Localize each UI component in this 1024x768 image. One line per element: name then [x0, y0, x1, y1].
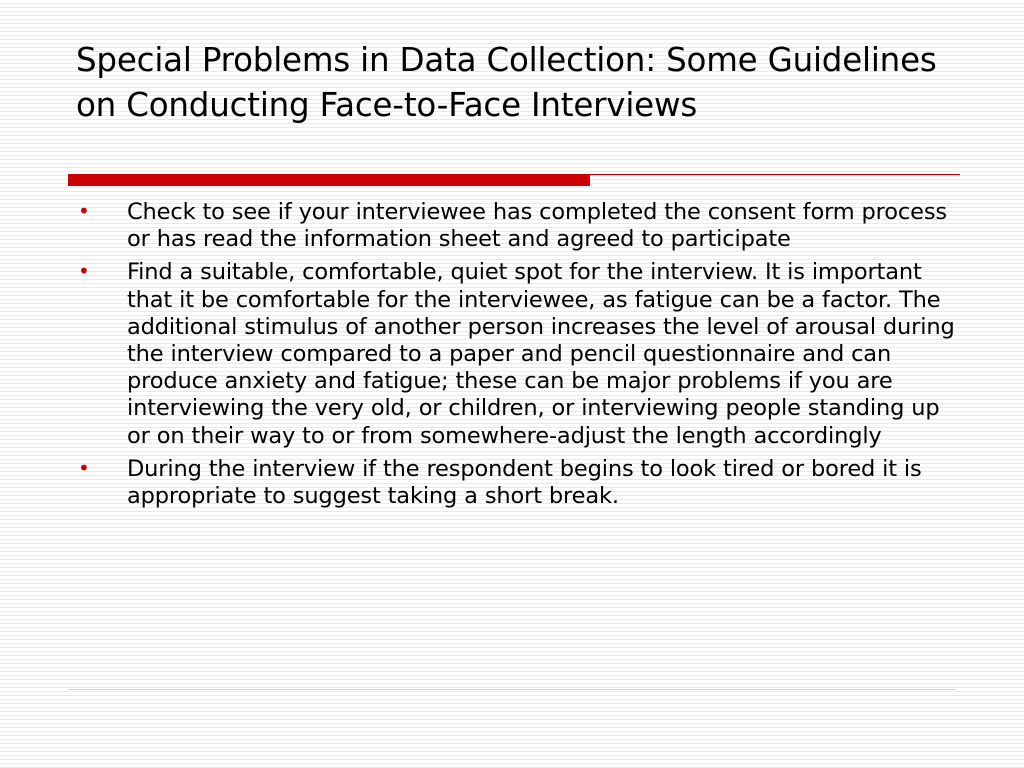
bullet-text: Find a suitable, comfortable, quiet spot for the interview. It is important that it be comfortable for the interviewee, as fatigue can be a factor. The additional stimulus of another person increases the level of arousal during the interview compared to a paper and pencil questionnaire and can produce anxiety and fatigue; these can be major problems if you are interviewing the very old, or children, or interviewing people standing up or on their way to or from somewhere-adjust the length accordingly [127, 259, 955, 449]
bullet-list [76, 199, 966, 516]
bullet-icon: • [78, 455, 90, 480]
footer-divider [68, 689, 956, 690]
bullet-text: Check to see if your interviewee has completed the consent form process or has read the information sheet and agreed to participate [127, 199, 947, 253]
title-divider [68, 174, 960, 186]
title-divider-thin [590, 174, 960, 175]
title-divider-thick [68, 174, 590, 186]
slide-title: Special Problems in Data Collection: Some Guidelines on Conducting Face-to-Face Interviews [76, 41, 937, 124]
bullet-item [76, 456, 966, 510]
bullet-icon: • [78, 199, 90, 223]
bullet-item [76, 199, 966, 253]
bullet-item [76, 259, 966, 449]
bullet-icon: • [78, 259, 90, 284]
bullet-text: During the interview if the respondent begins to look tired or bored it is appropriate to suggest taking a short break. [127, 455, 922, 510]
